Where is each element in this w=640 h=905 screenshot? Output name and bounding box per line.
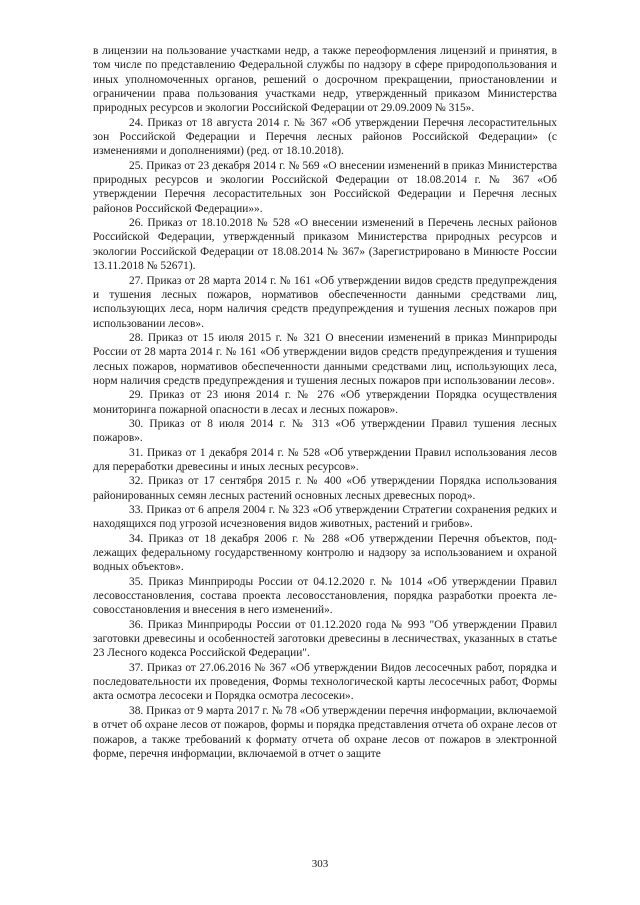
list-item-35: 35. Приказ Минприроды России от 04.12.2020 г. № 1014 «Об утверждении Правил лесовосстановления, состава проекта лесовосстановления, порядка разработки проекта лесовосстановления и внесения в него изменений».	[93, 575, 557, 617]
page-number: 303	[311, 858, 329, 870]
list-item-38: 38. Приказ от 9 марта 2017 г. № 78 «Об утверждении перечня информации, включаемой в отчет об охране лесов от пожаров, формы и порядка представления отчета об охране лесов от пожаров, а также требований к формату отчета об охране лесов от пожаров в электронной форме, перечня информации, включаемой в отчет о защите	[93, 704, 557, 760]
paragraph-continuation: в лицензии на пользование участками недр, а также переоформления лицензий и принятия, в том числе по представлению Федеральной службы по надзору в сфере природопользования и иных уполномоченных органов, решений о досрочном прекращении, приостановлении и ограничении права пользования участками недр, утвержденный приказом Министерства природных ресурсов и экологии Российской Федерации от 29.09.2009 № 315».	[93, 45, 557, 115]
list-item-29: 29. Приказ от 23 июня 2014 г. № 276 «Об утверждении Порядка осуществления мониторинга пожарной опасности в лесах и лесных пожаров».	[93, 389, 557, 416]
list-item-27: 27. Приказ от 28 марта 2014 г. № 161 «Об утверждении видов средств предупреждения и тушения лесных пожаров, нормативов обеспеченности данными средствами лиц, использующих леса, норм наличия средств предупреждения и тушения лесных пожаров при использовании лесов».	[93, 274, 557, 330]
list-item-36: 36. Приказ Минприроды России от 01.12.2020 года № 993 "Об утверждении Правил заготовки древесины и особенностей заготовки древесины в лесничествах, указанных в статье 23 Лесного кодекса Российской Федерации".	[93, 618, 557, 660]
list-item-30: 30. Приказ от 8 июля 2014 г. № 313 «Об утверждении Правил тушения лесных пожаров».	[93, 417, 557, 445]
list-item-24: 24. Приказ от 18 августа 2014 г. № 367 «Об утверждении Перечня лесорастительных зон Российской Федерации и Перечня лесных районов Российской Федерации» (с изменениями и дополнениями) (ред. от 18.10.2018).	[93, 116, 557, 158]
list-item-34: 34. Приказ от 18 декабря 2006 г. № 288 «Об утверждении Перечня объектов, подлежащих федеральному государственному контролю и надзору за использованием и охраной водных объектов».	[93, 532, 557, 574]
list-item-26: 26. Приказ от 18.10.2018 № 528 «О внесении изменений в Перечень лесных районов Российской Федерации, утвержденный приказом Министерства природных ресурсов и экологии Российской Федерации от 18.08.2014 № 367» (Зарегистрировано в Минюсте России 13.11.2018 № 52671).	[93, 217, 557, 273]
list-item-25: 25. Приказ от 23 декабря 2014 г. № 569 «О внесении изменений в приказ Министерства природных ресурсов и экологии Российской Федерации от 18.08.2014 г. № 367 «Об утверждении Перечня лесорастительных зон Российской Федерации и Перечня лесных районов Российской Федерации»».	[93, 159, 557, 215]
document-body	[93, 44, 557, 761]
list-item-37: 37. Приказ от 27.06.2016 № 367 «Об утверждении Видов лесосечных работ, порядка и последовательности их проведения, Формы технологической карты лесосечных работ, Формы акта осмотра лесосеки и Порядка осмотра лесосеки».	[93, 661, 557, 703]
list-item-31: 31. Приказ от 1 декабря 2014 г. № 528 «Об утверждении Правил использования лесов для переработки древесины и иных лесных ресурсов».	[93, 446, 557, 473]
list-item-32: 32. Приказ от 17 сентября 2015 г. № 400 «Об утверждении Порядка использования районированных семян лесных растений основных лесных древесных пород».	[93, 475, 557, 502]
list-item-28: 28. Приказ от 15 июля 2015 г. № 321 О внесении изменений в приказ Минприроды России от 28 марта 2014 г. № 161 «Об утверждении видов средств предупреждения и тушения лесных пожаров, нормативов обеспеченности данными средствами лиц, использующих леса, норм наличия средств предупреждения и тушения лесных пожаров при использовании лесов».	[93, 331, 557, 387]
list-item-33: 33. Приказ от 6 апреля 2004 г. № 323 «Об утверждении Стратегии сохранения редких и находящихся под угрозой исчезновения видов животных, растений и грибов».	[93, 504, 557, 531]
